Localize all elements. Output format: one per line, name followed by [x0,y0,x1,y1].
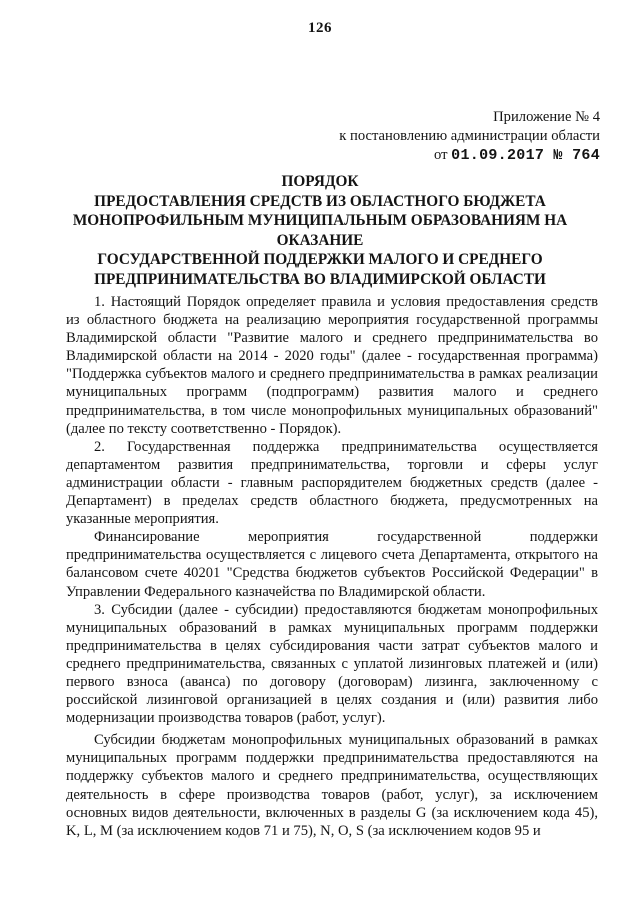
appendix-reference: к постановлению администрации области [339,128,600,144]
appendix-date-line [300,146,600,165]
appendix-date-prefix: от [434,147,448,163]
paragraph-1: 1. Настоящий Порядок определяет правила и условия предоставления средств из областного бюджета на реализацию мероприятия государственной программы Владимирской области "Развитие малого и среднего предпринимательства во Владимирской области на 2014 - 2020 годы" (далее - государственная программа) "Поддержка субъектов малого и среднего предпринимательства в рамках реализации муниципальных программ (подпрограмм) развития малого и среднего предпринимательства, в том числе монопрофильных муниципальных образований" (далее по тексту соответственно - Порядок). [66,294,598,437]
title-line-2: ПРЕДОСТАВЛЕНИЯ СРЕДСТВ ИЗ ОБЛАСТНОГО БЮДЖЕТА [94,192,546,210]
paragraph-subsidies: Субсидии бюджетам монопрофильных муниципальных образований в рамках муниципальных программ поддержки предпринимательства предоставляются на поддержку субъектов малого и среднего предпринимательства, осуществляющих деятельность в сфере производства товаров (работ, услуг), за исключением основных видов деятельности, включенных в разделы G (за исключением кода 45), K, L, M (за исключением кодов 71 и 75), N, O, S (за исключением кодов 95 и [66,732,598,839]
title-line-5: ГОСУДАРСТВЕННОЙ ПОДДЕРЖКИ МАЛОГО И СРЕДНЕГО [97,251,543,269]
page-number: 126 [308,20,332,36]
paragraph-financing: Финансирование мероприятия государственной поддержки предпринимательства осуществляется с лицевого счета Департамента, открытого на балансовом счете 40201 "Средства бюджетов субъектов Российской Федерации" в Управлении Федерального казначейства по Владимирской области. [66,529,598,600]
title-line-3: МОНОПРОФИЛЬНЫМ МУНИЦИПАЛЬНЫМ ОБРАЗОВАНИЯМ НА [72,212,568,230]
appendix-header [300,108,600,165]
paragraph-3: 3. Субсидии (далее - субсидии) предоставляются бюджетам монопрофильных муниципальных образований в рамках муниципальных программ поддержки предпринимательства в целях субсидирования части затрат субъектов малого и среднего предпринимательства, связанных с уплатой лизинговых платежей и (или) первого взноса (аванса) по договору (договорам) лизинга, заключенному с российской лизинговой организацией в целях создания и (или) развития либо модернизации производства товаров (работ, услуг). [66,601,598,727]
document-body [66,293,598,840]
appendix-number: Приложение № 4 [493,109,600,125]
title-line-4: ОКАЗАНИЕ [276,231,364,249]
document-title [60,172,580,290]
title-line-1: ПОРЯДОК [281,173,359,190]
paragraph-2: 2. Государственная поддержка предпринимательства осуществляется департаментом развития предпринимательства, торговли и сферы услуг администрации области - главным распорядителем бюджетных средств (далее - Департамент) в пределах средств областного бюджета, предусмотренных на указанные мероприятия. [66,438,598,528]
title-line-6: ПРЕДПРИНИМАТЕЛЬСТВА ВО ВЛАДИМИРСКОЙ ОБЛАСТИ [94,270,546,288]
appendix-date-value: 01.09.2017 № 764 [451,147,600,164]
